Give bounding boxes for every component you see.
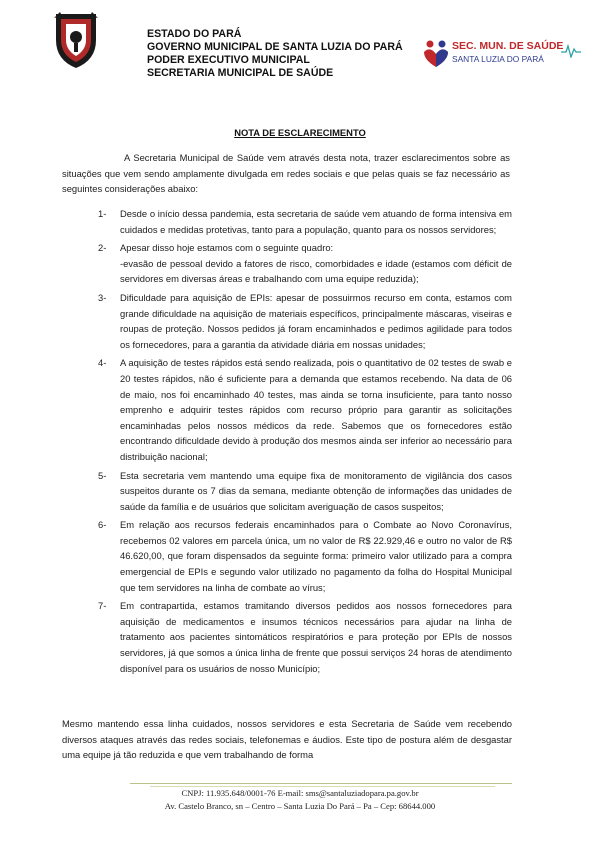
letterhead bbox=[147, 28, 407, 80]
document-title: NOTA DE ESCLARECIMENTO bbox=[234, 127, 366, 138]
list-item: 4- A aquisição de testes rápidos está sendo realizada, pois o quantitativo de 02 testes de swab e 20 testes rápidos, não é suficiente para a demanda que estamos recebendo. Na data de 06 de maio, nos foi encaminhado 40 testes, mas ainda se torna insuficiente, para tanto nosso emprenho e adquirir testes rápidos com recurso próprio para garantir as solicitações encaminhadas pelos nossos médicos da rede. Sabemos que os fornecedores estão encontrando dificuldade devido à produção dos mesmos ainda ser inferior ao necessário para distribuição nacional; bbox=[98, 357, 512, 462]
logo-subtitle: SANTA LUZIA DO PARÁ bbox=[452, 54, 544, 64]
logo-title: SEC. MUN. DE SAÚDE bbox=[452, 40, 564, 52]
footer-address: Av. Castelo Branco, sn – Centro – Santa Luzia Do Pará – Pa – Cep: 68644.000 bbox=[164, 801, 436, 811]
footer-contact: CNPJ: 11.935.648/0001-76 E-mail: sms@santaluziadopara.pa.gov.br bbox=[181, 788, 419, 798]
list-item: 6- Em relação aos recursos federais encaminhados para o Combate ao Novo Coronavírus, recebemos 02 valores em parcela única, um no valor de R$ 22.929,46 e outro no valor de R$ 46.620,00, que foram dispensados da seguinte forma: primeiro valor utilizado para a compra emergencial de EPIs e segundo valor utilizado no pagamento da folha do Hospital Municipal que tem servidores na linha de combate ao vírus; bbox=[98, 519, 512, 593]
header-state: ESTADO DO PARÁ bbox=[147, 28, 242, 40]
intro-paragraph: A Secretaria Municipal de Saúde vem através desta nota, trazer esclarecimentos sobre as situações que vem sendo amplamente divulgada em redes sociais e que pelas quais se faz necessário as seguintes considerações abaixo: bbox=[62, 152, 510, 195]
footer-divider bbox=[130, 783, 512, 784]
footer-divider-secondary bbox=[150, 786, 495, 787]
closing-paragraph: Mesmo mantendo essa linha cuidados, nossos servidores e esta Secretaria de Saúde vem recebendo diversos ataques através das redes sociais, telefonemas e áudios. Este tipo de postura além de desgastar uma equipe já tão reduzida e que vem trabalhando de forma bbox=[62, 718, 512, 761]
list-item: 1- Desde o início dessa pandemia, esta secretaria de saúde vem atuando de forma intensiva em cuidados e medidas protetivas, tanto para a população, quanto para os nossos servidores; bbox=[98, 208, 512, 235]
header-secretariat: SECRETARIA MUNICIPAL DE SAÚDE bbox=[147, 67, 334, 79]
header-government: GOVERNO MUNICIPAL DE SANTA LUZIA DO PARÁ bbox=[147, 41, 403, 53]
header-executive: PODER EXECUTIVO MUNICIPAL bbox=[147, 54, 310, 66]
pulse-line-icon bbox=[561, 44, 581, 58]
health-secretariat-logo bbox=[422, 38, 582, 72]
list-item: 2- Apesar disso hoje estamos com o seguinte quadro: -evasão de pessoal devido a fatores de risco, comorbidades e idade (estamos com déficit de servidores em diversas áreas e trabalhando com uma equipe reduzida); bbox=[98, 242, 512, 285]
list-item: 7- Em contrapartida, estamos tramitando diversos pedidos aos nossos fornecedores para aquisição de medicamentos e insumos técnicos necessários para ajudar na linha de tratamento aos pacientes sintomáticos respiratórios e para proteção por EPIs de nossos servidores, já que somos a única linha de frente que possui serviços 24 horas de atendimento disponível para os usuários de nosso Município; bbox=[98, 600, 512, 674]
list-item: 5- Esta secretaria vem mantendo uma equipe fixa de monitoramento de vigilância dos casos suspeitos durante os 7 dias da semana, mediante obtenção de informações das unidades de saúde da família e de usuários que solicitam averiguação de casos suspeitos; bbox=[98, 469, 512, 512]
municipal-crest-icon bbox=[52, 10, 100, 70]
list-item: 3- Dificuldade para aquisição de EPIs: apesar de possuirmos recurso em conta, estamos com grande dificuldade na aquisição de materiais específicos, principalmente máscaras, viseiras e roupas de proteção. Nossos pedidos já foram encaminhados e pedimos agilidade para todos os fornecedores, para a garantia da atividade diária em nossas unidades; bbox=[98, 291, 512, 350]
considerations-list bbox=[62, 206, 512, 679]
list-item-extra: -evasão de pessoal devido a fatores de risco, comorbidades e idade (estamos com déficit de servidores em diversas áreas e trabalhando com uma equipe reduzida); bbox=[120, 257, 512, 285]
health-heart-people-icon bbox=[422, 38, 450, 68]
